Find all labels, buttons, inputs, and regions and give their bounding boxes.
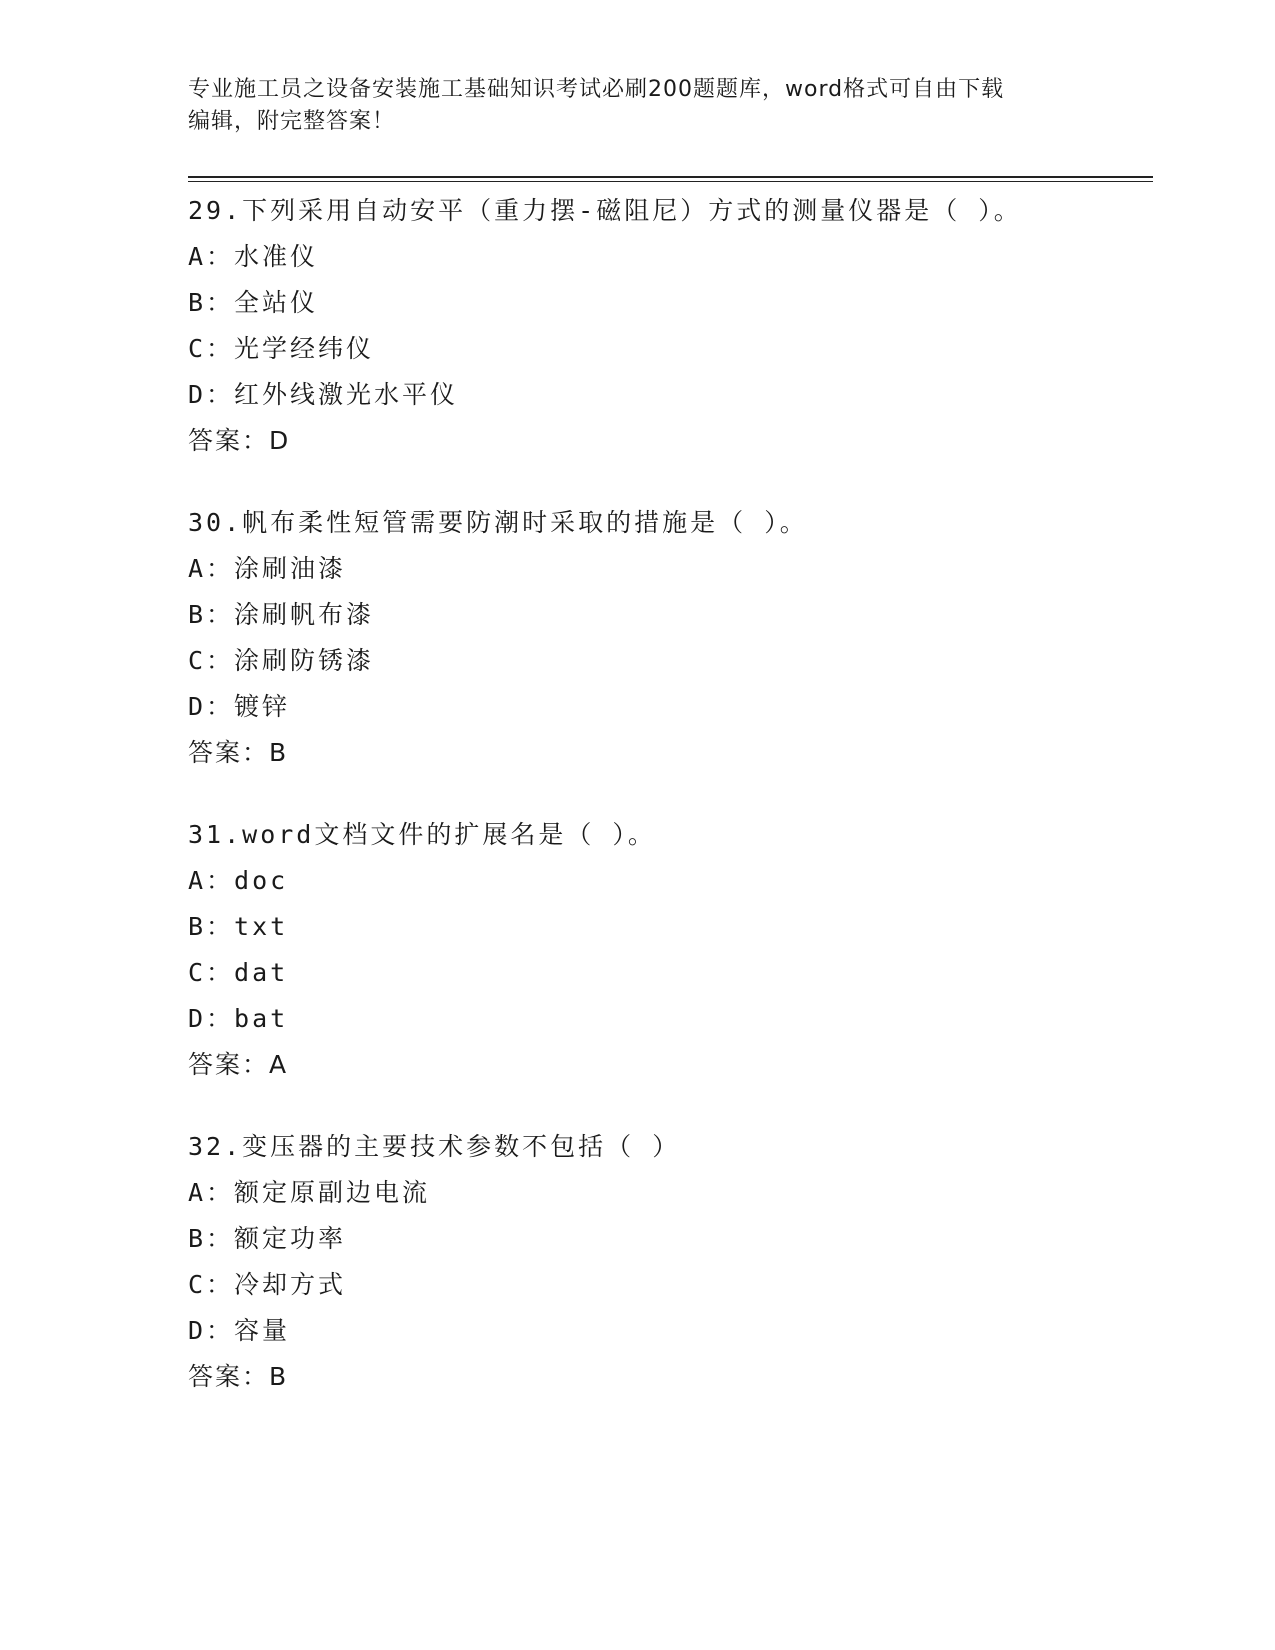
question-stem: 31.word文档文件的扩展名是（ ）。 [188, 820, 656, 849]
option-a: A：额定原副边电流 [188, 1178, 431, 1207]
option-b: B：全站仪 [188, 288, 319, 317]
question-31 [188, 812, 1148, 1088]
question-stem: 32.变压器的主要技术参数不包括（ ） [188, 1132, 681, 1161]
question-stem: 30.帆布柔性短管需要防潮时采取的措施是（ ）。 [188, 508, 808, 537]
option-a: A：涂刷油漆 [188, 554, 347, 583]
question-32 [188, 1124, 1148, 1400]
question-list [188, 188, 1148, 1436]
option-d: D：镀锌 [188, 692, 291, 721]
answer-line: 答案：A [188, 1050, 289, 1079]
option-c: C：dat [188, 958, 289, 987]
question-29 [188, 188, 1148, 464]
option-a: A：水准仪 [188, 242, 319, 271]
option-b: B：txt [188, 912, 289, 941]
option-d: D：bat [188, 1004, 289, 1033]
answer-line: 答案：B [188, 738, 289, 767]
document-header [188, 74, 1088, 138]
option-d: D：红外线激光水平仪 [188, 380, 459, 409]
answer-line: 答案：B [188, 1362, 289, 1391]
option-c: C：涂刷防锈漆 [188, 646, 375, 675]
question-30 [188, 500, 1148, 776]
header-line-2: 编辑，附完整答案！ [188, 109, 396, 134]
option-d: D：容量 [188, 1316, 291, 1345]
option-a: A：doc [188, 866, 289, 895]
option-c: C：光学经纬仪 [188, 334, 375, 363]
option-b: B：涂刷帆布漆 [188, 600, 375, 629]
option-c: C：冷却方式 [188, 1270, 347, 1299]
header-line-1: 专业施工员之设备安装施工基础知识考试必刷200题题库，word格式可自由下载 [188, 77, 1005, 102]
option-b: B：额定功率 [188, 1224, 347, 1253]
answer-line: 答案：D [188, 426, 291, 455]
question-stem: 29.下列采用自动安平（重力摆-磁阻尼）方式的测量仪器是（ ）。 [188, 196, 1022, 225]
header-divider [188, 176, 1153, 182]
